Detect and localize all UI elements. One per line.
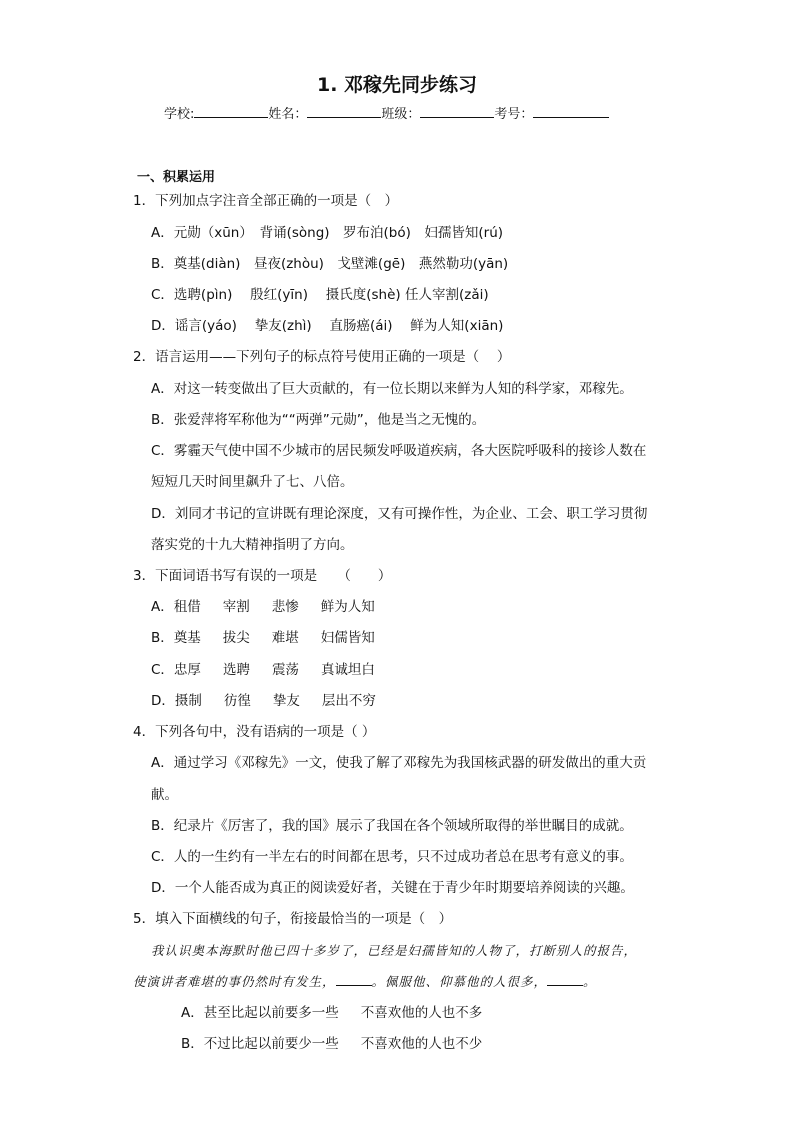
q3-option-b[interactable] (151, 629, 375, 647)
q2-option-b[interactable]: B．张爱萍将军称他为““两弹”元勋”，他是当之无愧的。 (151, 412, 486, 428)
q5-b-part-1: B．不过比起以前要少一些 (181, 1036, 339, 1052)
name-label: 姓名： (268, 107, 308, 122)
q2-option-a[interactable]: A．对这一转变做出了巨大贡献的，有一位长期以来鲜为人知的科学家，邓稼先。 (151, 381, 633, 397)
q4-option-a-cont: 献。 (151, 787, 178, 803)
q3-b-word-1: B．奠基 (151, 630, 201, 646)
q5-option-b[interactable] (181, 1035, 482, 1053)
q5-option-a[interactable] (181, 1004, 482, 1022)
q2-option-c-cont: 短短几天时间里飙升了七、八倍。 (151, 474, 354, 490)
q2-option-c[interactable]: C．雾霾天气使中国不少城市的居民频发呼吸道疾病，各大医院呼吸科的接诊人数在 (151, 443, 647, 459)
q3-option-a[interactable] (151, 598, 375, 616)
q3-b-word-3: 难堪 (271, 630, 299, 646)
q3-stem: 3．下面词语书写有误的一项是 （ ） (133, 568, 392, 584)
class-blank[interactable] (420, 105, 494, 118)
q4-option-a[interactable]: A．通过学习《邓稼先》一文，使我了解了邓稼先为我国核武器的研发做出的重大贡 (151, 755, 647, 771)
school-label: 学校: (164, 107, 195, 122)
q2-option-d[interactable]: D．刘同才书记的宣讲既有理论深度，又有可操作性，为企业、工会、职工学习贯彻 (151, 506, 648, 522)
q5-blank-2[interactable] (547, 973, 583, 986)
q3-c-word-3: 震荡 (271, 662, 299, 678)
q4-option-d[interactable]: D．一个人能否成为真正的阅读爱好者，关键在于青少年时期要培养阅读的兴趣。 (151, 880, 634, 896)
q3-option-c[interactable] (151, 661, 375, 679)
q3-b-word-2: 拔尖 (222, 630, 250, 646)
student-info-row (164, 103, 609, 122)
q1-stem: 1．下列加点字注音全部正确的一项是（ ） (133, 193, 399, 209)
q5-passage-part-1: 使演讲者难堪的事仍然时有发生， (133, 974, 336, 989)
q5-blank-1[interactable] (336, 973, 372, 986)
q3-c-word-2: 选聘 (222, 662, 250, 678)
school-blank[interactable] (194, 105, 268, 118)
q3-a-word-1: A．租借 (151, 599, 201, 615)
q1-option-b[interactable]: B．奠基(diàn) 昼夜(zhòu) 戈壁滩(gē) 燕然勒功(yān) (151, 256, 509, 272)
q3-d-word-1: D．摄制 (151, 693, 202, 709)
q3-c-word-4: 真诚坦白 (320, 662, 375, 678)
page-title: 1. 邓稼先同步练习 (316, 74, 478, 96)
exam-no-blank[interactable] (533, 105, 609, 118)
q4-option-b[interactable]: B．纪录片《厉害了，我的国》展示了我国在各个领域所取得的举世瞩目的成就。 (151, 818, 633, 834)
q1-option-c[interactable]: C．选聘(pìn) 殷红(yīn) 摄氏度(shè) 任人宰割(zǎi) (151, 287, 489, 303)
q5-passage-part-2: 。佩服他、仰慕他的人很多， (371, 974, 548, 989)
q3-c-word-1: C．忠厚 (151, 662, 201, 678)
q3-d-word-4: 层出不穷 (321, 693, 376, 709)
q3-option-d[interactable] (151, 692, 376, 710)
name-blank[interactable] (307, 105, 381, 118)
q2-stem: 2．语言运用——下列句子的标点符号使用正确的一项是（ ） (133, 349, 511, 365)
q3-d-word-3: 挚友 (272, 693, 300, 709)
q3-a-word-3: 悲惨 (271, 599, 299, 615)
q4-option-c[interactable]: C．人的一生约有一半左右的时间都在思考，只不过成功者总在思考有意义的事。 (151, 849, 633, 865)
q5-a-part-2: 不喜欢他的人也不多 (360, 1005, 483, 1021)
q5-a-part-1: A．甚至比起以前要多一些 (181, 1005, 339, 1021)
q3-a-word-4: 鲜为人知 (320, 599, 375, 615)
q3-a-word-2: 宰割 (222, 599, 250, 615)
class-label: 班级： (381, 107, 421, 122)
q5-passage-line-1: 我认识奥本海默时他已四十多岁了，已经是妇孺皆知的人物了，打断别人的报告， (151, 943, 638, 958)
q1-option-d[interactable]: D．谣言(yáo) 挚友(zhì) 直肠癌(ái) 鲜为人知(xiān) (151, 318, 504, 334)
q5-b-part-2: 不喜欢他的人也不少 (360, 1036, 483, 1052)
q1-option-a[interactable]: A．元勋（xūn） 背诵(sòng) 罗布泊(bó) 妇孺皆知(rú) (151, 225, 504, 241)
exam-no-label: 考号： (494, 107, 534, 122)
q3-d-word-2: 彷徨 (223, 693, 251, 709)
section-heading: 一、积累运用 (137, 170, 216, 185)
q4-stem: 4．下列各句中，没有语病的一项是（ ） (133, 724, 376, 740)
q5-stem: 5．填入下面横线的句子，衔接最恰当的一项是（ ） (133, 911, 453, 927)
q2-option-d-cont: 落实党的十九大精神指明了方向。 (151, 537, 354, 553)
q5-passage-line-2 (133, 973, 597, 991)
q5-passage-part-3: 。 (583, 974, 597, 989)
q3-b-word-4: 妇儒皆知 (320, 630, 375, 646)
